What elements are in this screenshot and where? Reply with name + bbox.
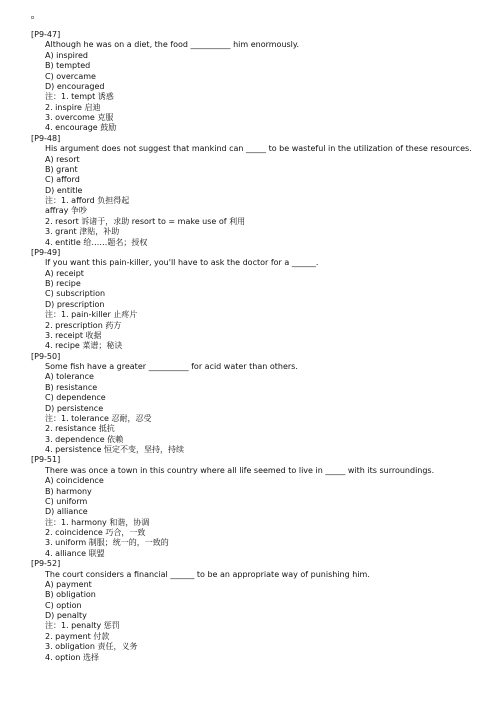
answer-option: C) uniform <box>45 496 88 506</box>
explanation-note: 4. alliance 联盟 <box>45 548 105 558</box>
answer-option: B) grant <box>45 164 78 174</box>
answer-option: A) payment <box>45 579 92 589</box>
answer-option: C) subscription <box>45 289 106 299</box>
question-stem: The court considers a financial ______ to be an appropriate way of punishing him. <box>45 569 370 579</box>
explanation-note: 4. encourage 鼓励 <box>45 123 117 133</box>
answer-option: A) receipt <box>45 268 84 278</box>
explanation-note: 2. resort 诉诸于，求助 resort to = make use of 利用 <box>45 216 246 226</box>
answer-option: B) harmony <box>45 486 92 496</box>
question-number: [P9-49] <box>31 247 61 257</box>
answer-option: D) encouraged <box>45 81 105 91</box>
question-stem: Although he was on a diet, the food __________ him enormously. <box>45 40 300 50</box>
explanation-note: 4. recipe 菜谱；秘诀 <box>45 341 123 351</box>
explanation-note: 注：1. harmony 和谐，协调 <box>45 517 150 527</box>
answer-option: B) obligation <box>45 590 96 600</box>
question-number: [P9-52] <box>31 559 61 569</box>
explanation-note: 2. resistance 抵抗 <box>45 424 115 434</box>
question-stem: If you want this pain-killer, you'll have to ask the doctor for a ______. <box>45 258 319 268</box>
explanation-note: 2. prescription 药方 <box>45 320 122 330</box>
explanation-note: 4. option 选择 <box>45 652 100 662</box>
explanation-note: 3. grant 津贴，补助 <box>45 227 120 237</box>
question-stem: There was once a town in this country where all life seemed to live in _____ with its surroundings. <box>45 465 435 475</box>
answer-option: B) tempted <box>45 61 91 71</box>
explanation-note: 2. coincidence 巧合，一致 <box>45 528 146 537</box>
answer-option: A) resort <box>45 154 80 164</box>
question-stem: Some fish have a greater __________ for acid water than others. <box>45 362 298 371</box>
answer-option: D) alliance <box>45 507 88 517</box>
question-number: [P9-50] <box>31 351 61 361</box>
explanation-note: 注：1. pain-killer 止疼片 <box>45 310 138 320</box>
answer-option: C) option <box>45 600 82 610</box>
explanation-note: 3. obligation 责任，义务 <box>45 642 138 652</box>
question-number: [P9-47] <box>31 30 61 39</box>
answer-option: A) tolerance <box>45 372 94 382</box>
answer-option: A) coincidence <box>45 476 104 486</box>
explanation-note: 2. inspire 启迪 <box>45 102 101 112</box>
explanation-note: 4. entitle 给……题名；授权 <box>45 237 148 247</box>
answer-option: B) resistance <box>45 382 98 392</box>
explanation-note: 4. persistence 恒定不变，坚持，持续 <box>45 445 185 454</box>
answer-option: A) inspired <box>45 50 89 60</box>
explanation-note: 3. overcome 克服 <box>45 113 114 122</box>
answer-option: D) entitle <box>45 185 83 195</box>
answer-option: B) recipe <box>45 279 81 288</box>
explanation-note: 注：1. penalty 惩罚 <box>45 621 120 631</box>
explanation-note: 2. payment 付款 <box>45 631 110 641</box>
page-marker-icon <box>31 16 34 19</box>
answer-option: D) penalty <box>45 611 87 620</box>
explanation-note: 3. dependence 依赖 <box>45 434 124 444</box>
explanation-note: 注：1. afford 负担得起 <box>45 196 130 205</box>
answer-option: C) dependence <box>45 393 106 403</box>
explanation-note: 注：1. tempt 诱惑 <box>45 92 114 102</box>
explanation-note: 3. receipt 收据 <box>45 330 102 340</box>
explanation-note: affray 争吵 <box>45 206 87 216</box>
answer-option: C) overcame <box>45 71 96 81</box>
document-body <box>0 30 504 663</box>
question-stem: His argument does not suggest that mankind can _____ to be wasteful in the utilization of these resources. <box>45 144 472 154</box>
question-number: [P9-51] <box>31 455 61 465</box>
answer-option: D) persistence <box>45 403 104 413</box>
answer-option: C) afford <box>45 175 80 185</box>
question-number: [P9-48] <box>31 133 61 143</box>
answer-option: D) prescription <box>45 299 105 309</box>
explanation-note: 3. uniform 制服；统一的，一致的 <box>45 538 169 548</box>
explanation-note: 注：1. tolerance 忍耐，忍受 <box>45 413 152 423</box>
